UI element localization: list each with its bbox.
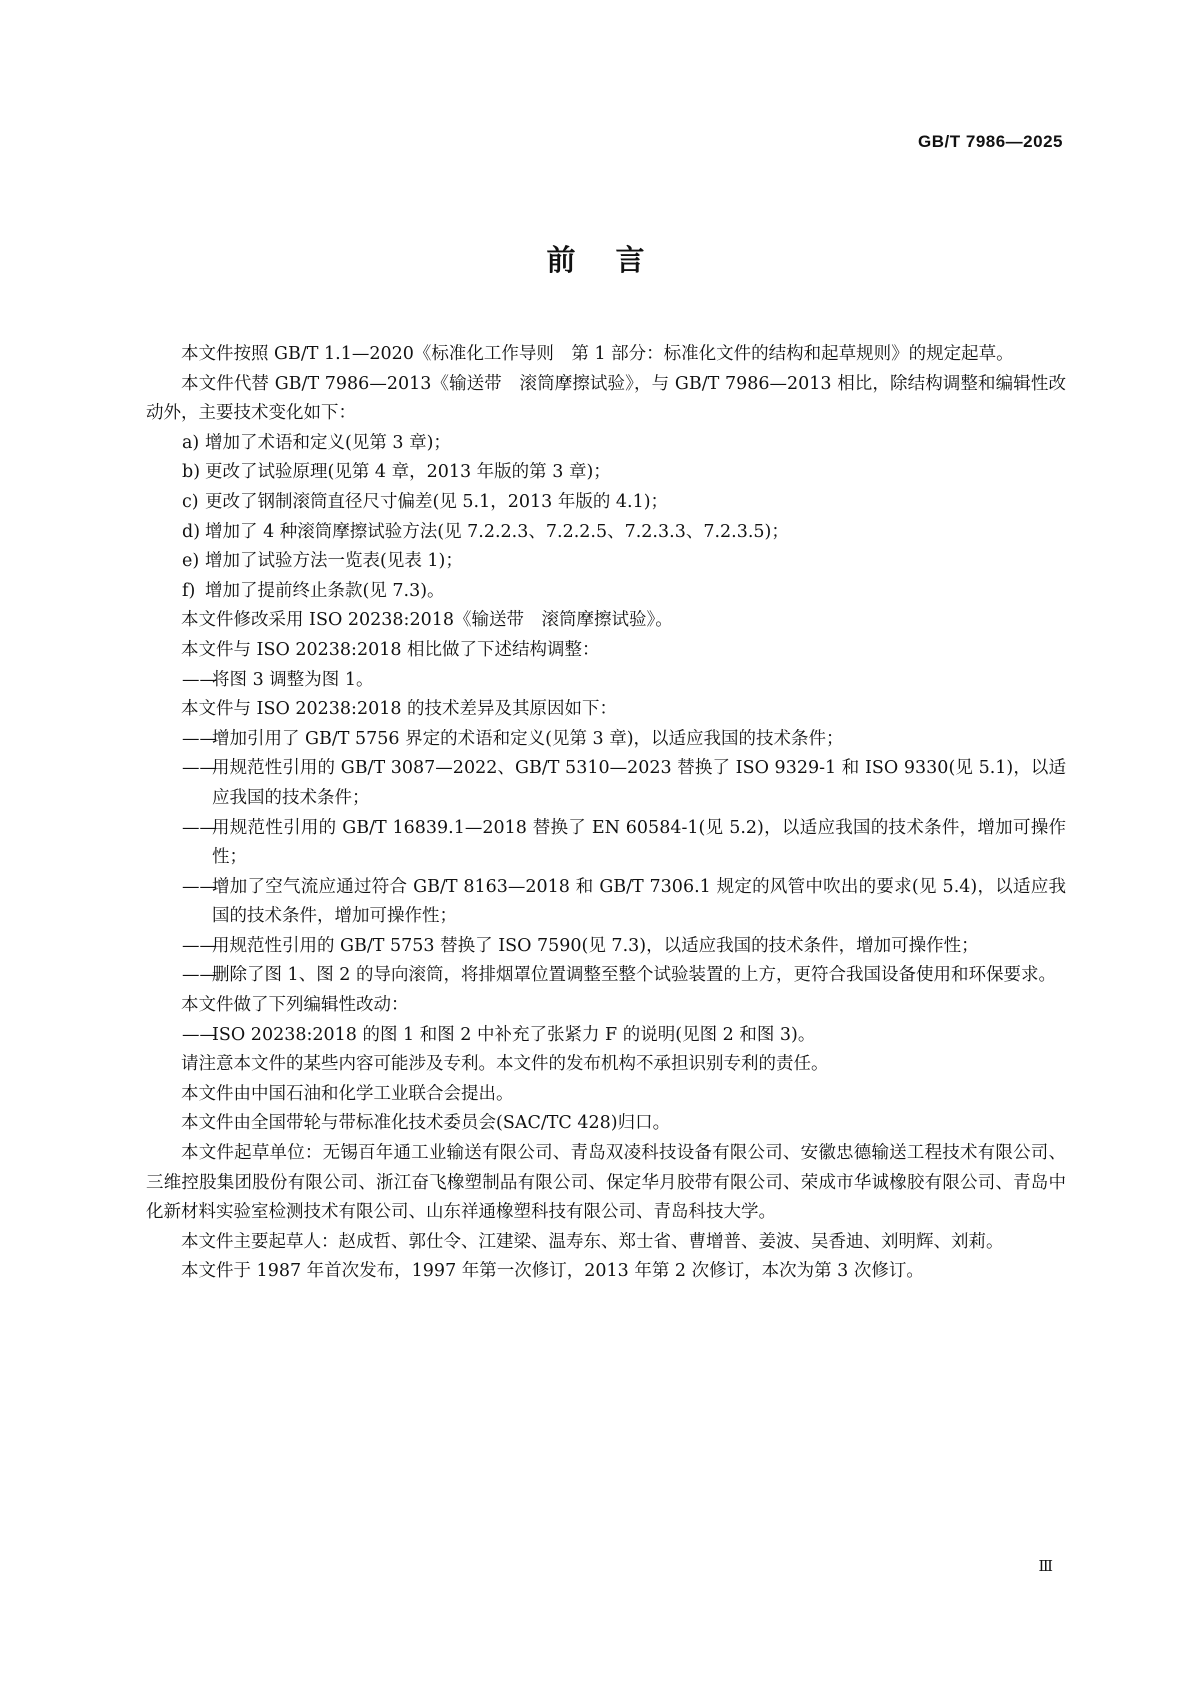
list-item: a) 增加了术语和定义(见第 3 章)；: [182, 432, 451, 453]
paragraph-tech-intro: 本文件与 ISO 20238:2018 的技术差异及其原因如下：: [181, 699, 618, 720]
page-number: Ⅲ: [1038, 1557, 1053, 1575]
list-item: e) 增加了试验方法一览表(见表 1)；: [182, 551, 463, 572]
paragraph-structure-intro: 本文件与 ISO 20238:2018 相比做了下述结构调整：: [181, 639, 600, 660]
paragraph-history: 本文件于 1987 年首次发布，1997 年第一次修订，2013 年第 2 次修订，本次为第 3 次修订。: [181, 1261, 924, 1282]
paragraph-drafting-units: 本文件起草单位：无锡百年通工业输送有限公司、青岛双凌科技设备有限公司、安徽忠德输送工程技术有限公司、三维控股集团股份有限公司、浙江奋飞橡塑制品有限公司、保定华月胶带有限公司、荣成市华诚橡胶有限公司、青岛中化新材料实验室检测技术有限公司、山东祥通橡塑科技有限公司、青岛科技大学。: [146, 1143, 1066, 1223]
list-item: —— 用规范性引用的 GB/T 5753 替换了 ISO 7590(见 7.3)，以适应我国的技术条件，增加可操作性；: [182, 935, 979, 956]
standard-code: GB/T 7986—2025: [918, 132, 1063, 151]
list-item: f) 增加了提前终止条款(见 7.3)。: [182, 580, 445, 601]
paragraph-editorial-intro: 本文件做了下列编辑性改动：: [181, 995, 409, 1016]
paragraph-replacement: 本文件代替 GB/T 7986—2013《输送带 滚筒摩擦试验》，与 GB/T 7986—2013 相比，除结构调整和编辑性改动外，主要技术变化如下：: [146, 373, 1066, 424]
paragraph-proposer: 本文件由中国石油和化学工业联合会提出。: [181, 1083, 514, 1104]
page-title: 前言: [546, 243, 685, 277]
list-item: —— 将图 3 调整为图 1。: [182, 669, 374, 690]
list-item: d) 增加了 4 种滚筒摩擦试验方法(见 7.2.2.3、7.2.2.5、7.2.3.3、7.2.3.5)；: [182, 521, 789, 542]
paragraph-drafting-rules: 本文件按照 GB/T 1.1—2020《标准化工作导则 第 1 部分：标准化文件的结构和起草规则》的规定起草。: [181, 344, 1014, 364]
list-item: b) 更改了试验原理(见第 4 章，2013 年版的第 3 章)；: [182, 462, 611, 483]
document-body: [146, 340, 1066, 1287]
paragraph-adoption: 本文件修改采用 ISO 20238:2018《输送带 滚筒摩擦试验》。: [181, 610, 673, 631]
list-item: —— 删除了图 1、图 2 的导向滚筒，将排烟罩位置调整至整个试验装置的上方，更符合我国设备使用和环保要求。: [182, 965, 1056, 986]
list-item: —— 用规范性引用的 GB/T 16839.1—2018 替换了 EN 60584-1(见 5.2)，以适应我国的技术条件，增加可操作性；: [182, 817, 1066, 868]
list-item: c) 更改了钢制滚筒直径尺寸偏差(见 5.1，2013 年版的 4.1)；: [182, 491, 669, 512]
technical-changes-list: [146, 429, 1066, 607]
paragraph-patent-notice: 请注意本文件的某些内容可能涉及专利。本文件的发布机构不承担识别专利的责任。: [181, 1054, 829, 1075]
list-item: —— 增加引用了 GB/T 5756 界定的术语和定义(见第 3 章)，以适应我国的技术条件；: [182, 728, 844, 749]
list-item: —— 用规范性引用的 GB/T 3087—2022、GB/T 5310—2023 替换了 ISO 9329-1 和 ISO 9330(见 5.1)，以适应我国的技术条件；: [182, 758, 1066, 808]
list-item: —— 增加了空气流应通过符合 GB/T 8163—2018 和 GB/T 7306.1 规定的风管中吹出的要求(见 5.4)，以适应我国的技术条件，增加可操作性；: [182, 876, 1066, 927]
paragraph-committee: 本文件由全国带轮与带标准化技术委员会(SAC/TC 428)归口。: [181, 1113, 671, 1134]
paragraph-drafters: 本文件主要起草人：赵成哲、郭仕令、江建梁、温寿东、郑士省、曹增普、姜波、吴香迪、刘明辉、刘莉。: [181, 1231, 1004, 1252]
list-item: —— ISO 20238:2018 的图 1 和图 2 中补充了张紧力 F 的说明(见图 2 和图 3)。: [182, 1024, 816, 1045]
